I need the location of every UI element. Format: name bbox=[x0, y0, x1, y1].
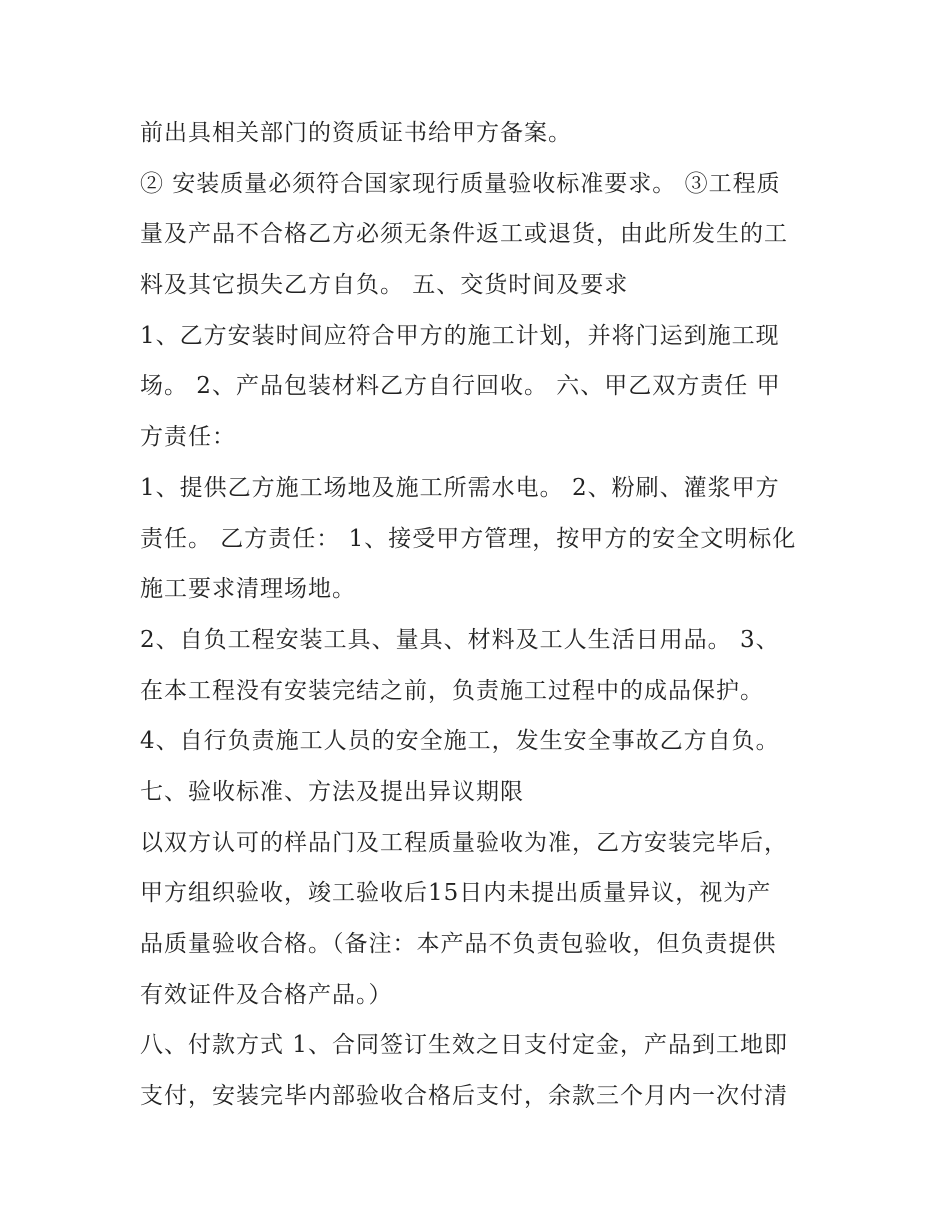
text-line: 场。 2、产品包装材料乙方自行回收。 六、甲乙双方责任 甲 bbox=[140, 373, 781, 400]
text-line: 方责任： bbox=[140, 424, 236, 451]
text-line: 支付，安装完毕内部验收合格后支付，余款三个月内一次付清 bbox=[140, 1083, 788, 1110]
text-line: 八、付款方式 1、合同签订生效之日支付定金，产品到工地即 bbox=[140, 1032, 788, 1059]
text-line: 1、提供乙方施工场地及施工所需水电。 2、粉刷、灌浆甲方 bbox=[140, 474, 780, 501]
text-line: 责任。 乙方责任： 1、接受甲方管理，按甲方的安全文明标化 bbox=[140, 525, 797, 552]
text-line: 1、乙方安装时间应符合甲方的施工计划，并将门运到施工现 bbox=[140, 322, 780, 349]
text-line: 量及产品不合格乙方必须无条件返工或退货，由此所发生的工 bbox=[140, 221, 788, 248]
text-line: 以双方认可的样品门及工程质量验收为准，乙方安装完毕后， bbox=[140, 829, 788, 856]
section-heading: 七、验收标准、方法及提出异议期限 bbox=[140, 778, 524, 805]
text-line: 甲方组织验收，竣工验收后15日内未提出质量异议，视为产 bbox=[140, 880, 772, 907]
text-line: 有效证件及合格产品。） bbox=[140, 981, 393, 1008]
text-line: ② 安装质量必须符合国家现行质量验收标准要求。 ③工程质 bbox=[140, 170, 781, 197]
text-line: 4、自行负责施工人员的安全施工，发生安全事故乙方自负。 bbox=[140, 728, 780, 755]
text-line: 施工要求清理场地。 bbox=[140, 576, 356, 603]
text-line: 品质量验收合格。（备注：本产品不负责包验收，但负责提供 bbox=[140, 931, 777, 957]
text-line: 2、自负工程安装工具、量具、材料及工人生活日用品。 3、 bbox=[140, 626, 780, 653]
contract-text-body bbox=[140, 108, 830, 1122]
text-line: 在本工程没有安装完结之前，负责施工过程中的成品保护。 bbox=[140, 677, 764, 704]
text-line: 料及其它损失乙方自负。 五、交货时间及要求 bbox=[140, 272, 629, 299]
text-line: 前出具相关部门的资质证书给甲方备案。 bbox=[140, 120, 572, 146]
